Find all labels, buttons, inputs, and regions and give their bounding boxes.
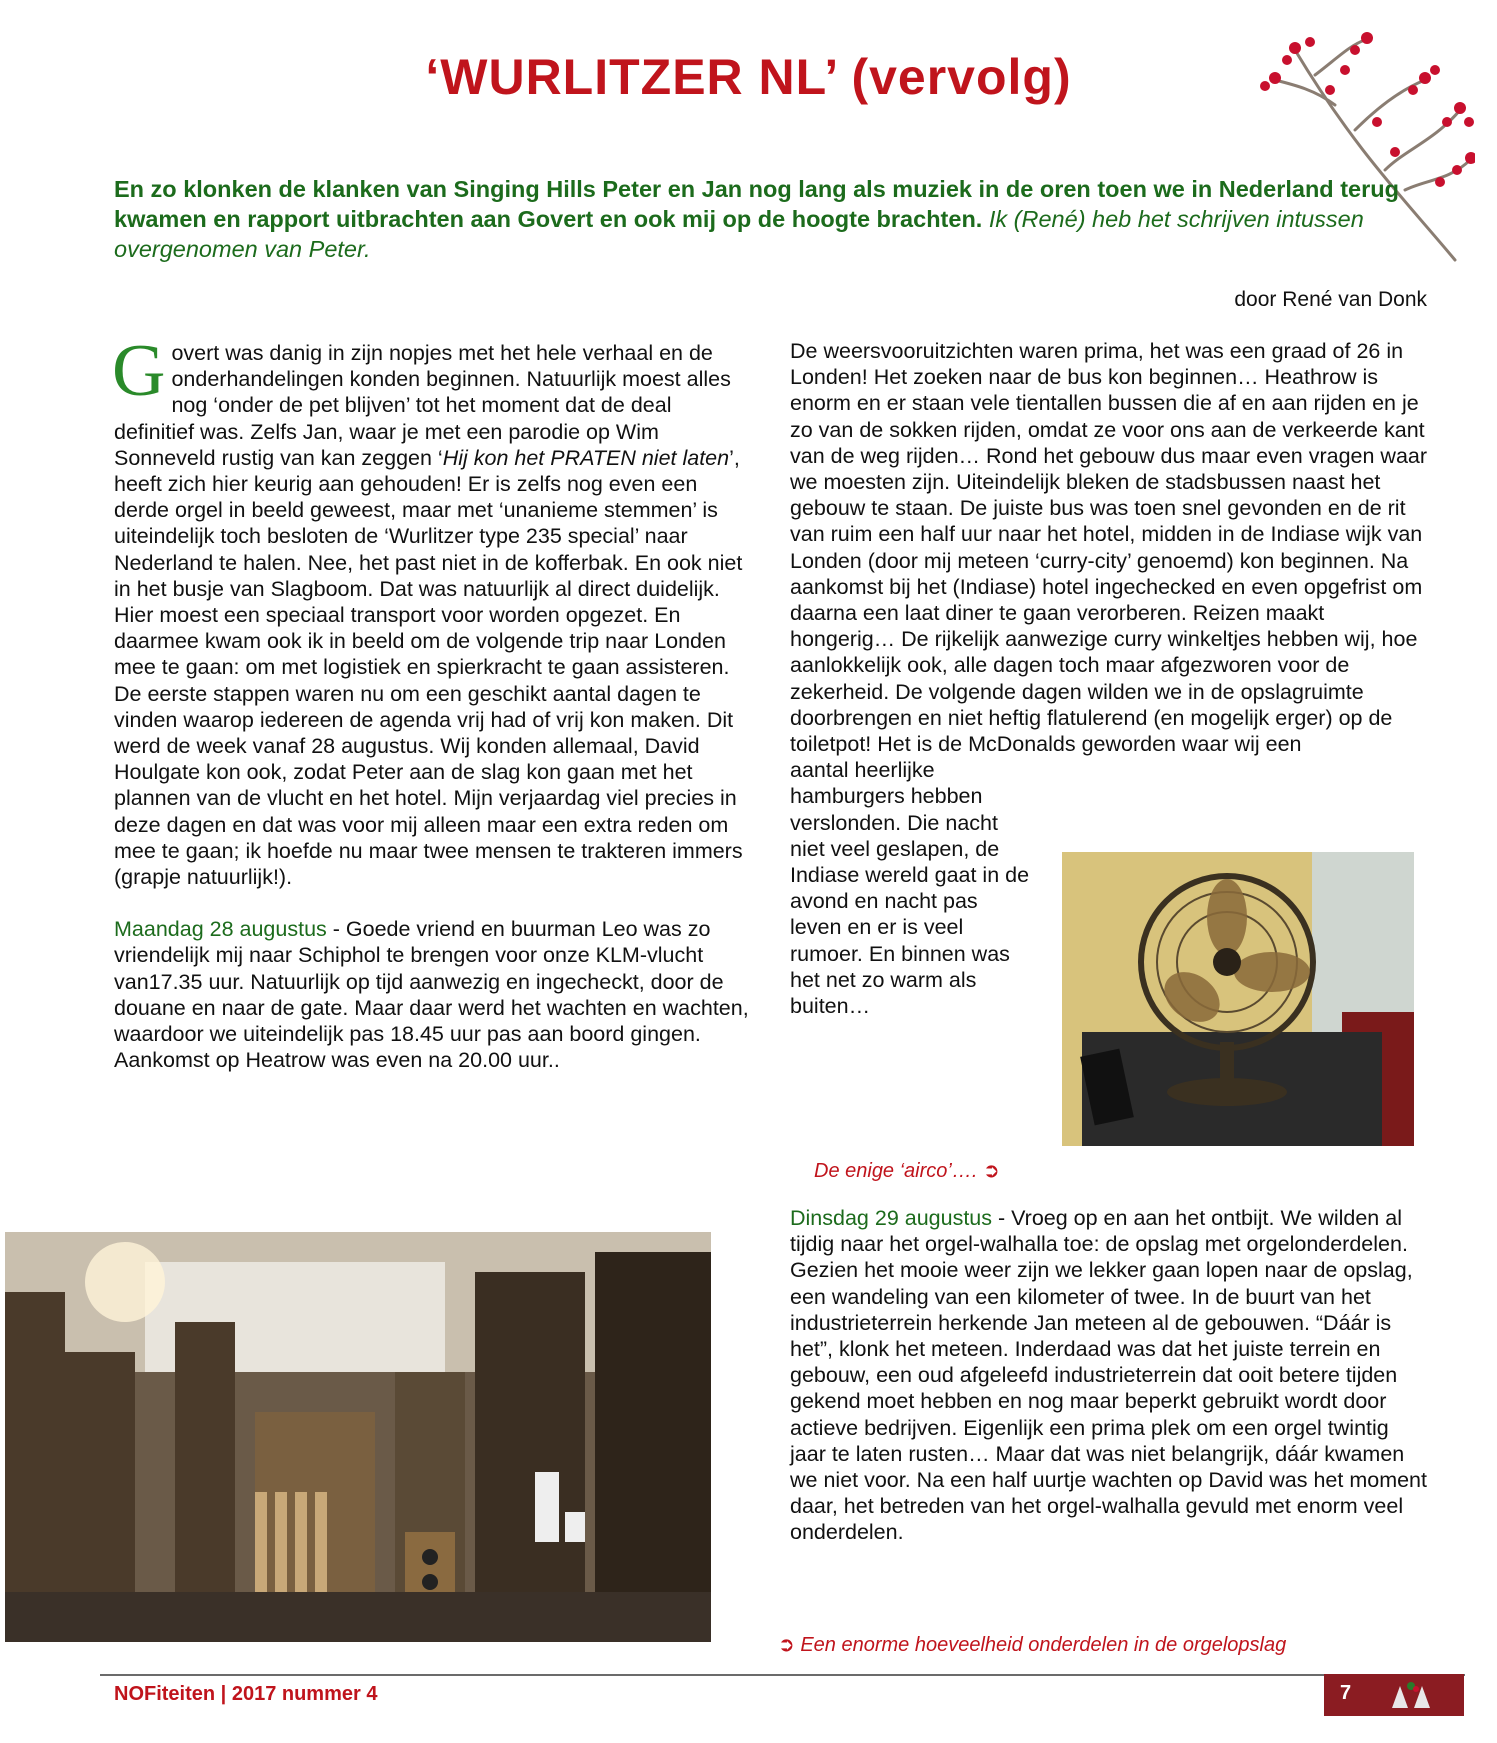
byline: door René van Donk <box>1234 288 1427 311</box>
drop-cap: G <box>112 330 166 412</box>
arrow-right-icon: ➲ <box>982 1160 1000 1182</box>
intro-italic: Ik (René) heb het schrijven intussen overgenomen van Peter. <box>114 206 1364 262</box>
footer-magazine: NOFiteiten | 2017 nummer 4 <box>114 1683 378 1705</box>
caption-fan: De enige ‘airco’…. ➲ <box>814 1160 1000 1182</box>
article-paragraph-monday: Maandag 28 augustus - Goede vriend en buurman Leo was zo vriendelijk mij naar Schiphol te brengen voor onze KLM-vlucht van17.35 uur. Natuurlijk op tijd aanwezig en ingecheckt, door de douane en naar de gate. Maar daar werd het wachten en wachten, waardoor we uiteindelijk pas 18.45 uur pas aan boord gingen. Aankomst op Heatrow was even na 20.00 uur.. <box>114 917 749 1073</box>
bells-icon <box>1380 1680 1450 1712</box>
article-paragraph-right: De weersvooruitzichten waren prima, het was een graad of 26 in Londen! Het zoeken naar de bus kon beginnen… Heathrow is enorm en er staan vele tientallen bussen die af en aan rijden en je zo van de sokken rijden, omdat ze voor ons aan de verkeerde kant van de weg rijden… Rond het gebouw dus maar even vragen waar we moesten zijn. Uiteindelijk bleken de stadsbussen naast het gebouw te staan. De juiste bus was toen snel gevonden en de rit van ruim een half uur naar het hotel, midden in de Indiase wijk van Londen (door mij meteen ‘curry-city’ genoemd) kon beginnen. Na aankomst bij het (Indiase) hotel ingechecked en even opgefrist om daarna een laat diner te gaan verorberen. Reizen maakt hongerig… De rijkelijk aanwezige curry winkeltjes hebben wij, hoe aanlokkelijk ook, alle dagen toch maar afgezworen voor de zekerheid. De volgende dagen wilden we in de opslagruimte doorbrengen en niet heftig flatulerend (en mogelijk erger) op de toiletpot! Het is de McDonalds geworden waar wij een <box>790 339 1428 757</box>
arrow-left-icon: ➲ <box>778 1634 795 1656</box>
intro-bold: En zo klonken de klanken van Singing Hills Peter en Jan nog lang als muziek in de oren toen we in Nederland terug kwamen en rapport uitbrachten aan Govert en ook mij op de hoogte brachten. <box>114 176 1399 232</box>
day-label-monday: Maandag 28 augustus <box>114 917 327 942</box>
article-paragraph-1: Govert was danig in zijn nopjes met het hele verhaal en de onderhandelingen konden beginnen. Natuurlijk moest alles nog ‘onder de pet blijven’ tot het moment dat de deal definitief was. Zelfs Jan, waar je met een parodie op Wim Sonneveld rustig van kan zeggen ‘Hij kon het PRATEN niet laten’, heeft zich hier keurig aan gehouden! Er is zelfs nog even een derde orgel in beeld geweest, maar met ‘unanieme stemmen’ is uiteindelijk toch besloten de ‘Wurlitzer type 235 special’ naar Nederland te halen. Nee, het past niet in de kofferbak. En ook niet in het busje van Slagboom. Dat was natuurlijk al direct duidelijk. Hier moest een speciaal transport voor worden opgezet. En daarmee kwam ook ik in beeld om de volgende trip naar Londen mee te gaan: om met logistiek en spierkracht te gaan assisteren. De eerste stappen waren nu om een geschikt aantal dagen te vinden waarop iedereen de agenda vrij had of vrij kon maken. Dit werd de week vanaf 28 augustus. Wij konden allemaal, David Houlgate kon ook, zodat Peter aan de slag kon gaan met het plannen van de vlucht en het hotel. Mijn verjaardag viel precies in deze dagen en dat was voor mij alleen maar een extra reden om mee te gaan; ik hoefde nu maar twee mensen te trakteren immers (grapje natuurlijk!). <box>112 330 743 890</box>
fan-photo <box>1062 852 1414 1146</box>
left-column <box>112 330 750 1099</box>
article-paragraph-tuesday: Dinsdag 29 augustus - Vroeg op en aan het ontbijt. We wilden al tijdig naar het orgel-walhalla toe: de opslag met orgelonderdelen. Gezien het mooie weer zijn we lekker gaan lopen naar de opslag, een wandeling van een kilometer of twee. In de buurt van het industrieterrein herkende Jan meteen al de gebouwen. “Dáár is het”, klonk het meteen. Inderdaad was dat het juiste terrein en gebouw, een oud afgeleefd industrieterrein dat ooit betere tijden gekend moet hebben en nog maar beperkt gebruikt wordt door actieve bedrijven. Eigenlijk een prima plek om een orgel twintig jaar te laten rusten… Maar dat was niet belangrijk, dáár kwamen we niet voor. Na een half uurtje wachten op David was het moment daar, het betreden van het orgel-walhalla gevuld met enorm veel onderdelen. <box>790 1206 1427 1545</box>
intro-paragraph <box>114 174 1404 264</box>
right-column-lower <box>790 1205 1430 1572</box>
page-number-box <box>1324 1674 1464 1716</box>
footer-divider <box>100 1674 1465 1676</box>
storage-photo <box>5 1232 711 1642</box>
day-label-tuesday: Dinsdag 29 augustus <box>790 1206 993 1230</box>
article-paragraph-right-wrap: aantal heerlijke hamburgers hebben verslonden. Die nacht niet veel geslapen, de Indiase wereld gaat in de avond en nacht pas leven en er is veel rumoer. En binnen was het net zo warm als buiten… <box>790 758 1030 1019</box>
caption-storage: ➲ Een enorme hoeveelheid onderdelen in de orgelopslag <box>778 1634 1287 1656</box>
page-number: 7 <box>1340 1682 1352 1704</box>
page-title: ‘WURLITZER NL’ (vervolg) <box>425 49 1072 105</box>
